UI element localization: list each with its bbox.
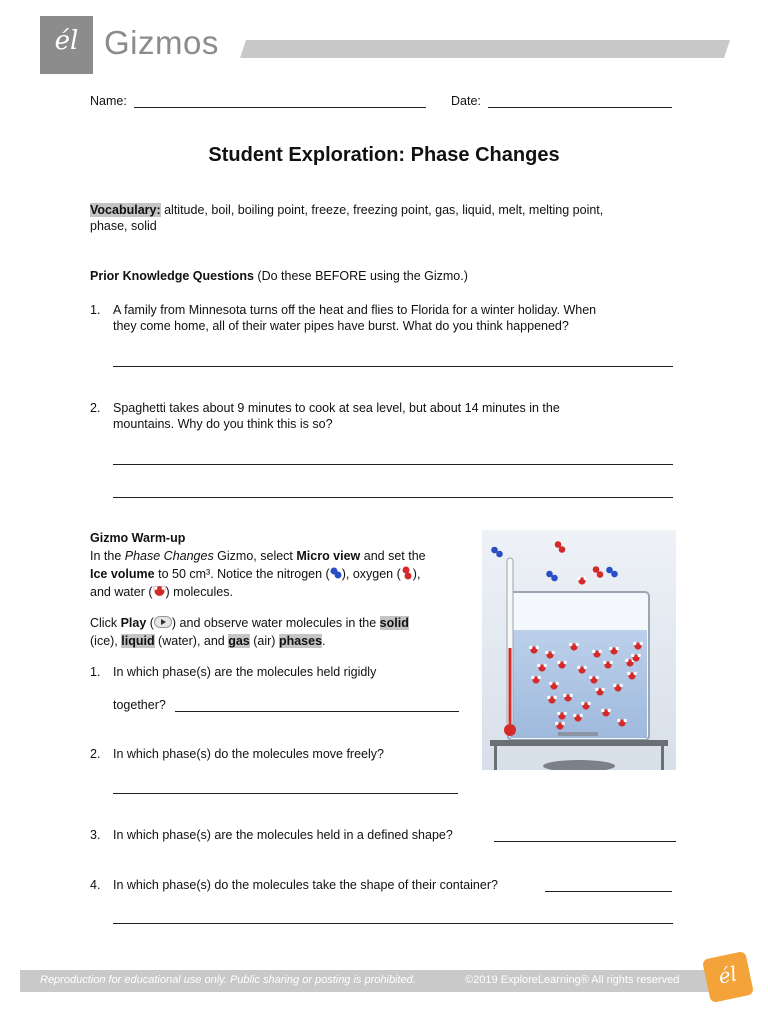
warmup-question-2 <box>0 746 470 766</box>
prior-question-2 <box>0 400 768 440</box>
oxygen-molecule-icon <box>401 566 413 580</box>
text-run: (air) <box>249 634 279 648</box>
phases-term: phases <box>278 634 323 648</box>
warmup-question-3 <box>0 827 768 847</box>
text-run: ) and observe water molecules in the <box>171 616 380 630</box>
explorelearning-logo <box>702 951 754 1003</box>
vocabulary-label: Vocabulary: <box>90 203 161 217</box>
answer-line-w4a[interactable] <box>545 891 672 892</box>
answer-line-p2b[interactable] <box>113 497 673 498</box>
name-label: Name: <box>90 94 127 108</box>
q-text-line: mountains. Why do you think this is so? <box>113 417 333 431</box>
q-number: 3. <box>90 828 101 842</box>
text-run: (ice), <box>90 634 122 648</box>
prior-question-1 <box>0 302 768 342</box>
warmup-question-4 <box>0 877 768 897</box>
header-bar <box>240 40 730 58</box>
text-run: and set the <box>360 549 426 563</box>
prior-heading: Prior Knowledge Questions <box>90 269 254 283</box>
prior-note: (Do these BEFORE using the Gizmo.) <box>257 269 468 283</box>
nitrogen-molecule-icon <box>330 566 342 580</box>
date-field[interactable] <box>488 107 672 108</box>
vocabulary <box>90 202 680 234</box>
brand-name: Gizmos <box>104 24 219 61</box>
page-title: Student Exploration: Phase Changes <box>208 144 560 166</box>
answer-line-w4b[interactable] <box>113 923 673 924</box>
gas-term: gas <box>228 634 250 648</box>
text-run: In the <box>90 549 125 563</box>
beaker-scene <box>482 530 676 770</box>
text-run: ) molecules. <box>165 585 233 599</box>
warmup-question-1 <box>0 664 470 684</box>
logo-glyph: él <box>54 26 79 56</box>
water-molecule-icon <box>153 584 166 598</box>
vocabulary-text-2: phase, solid <box>90 219 157 233</box>
micro-view-term: Micro view <box>296 549 361 563</box>
q-number: 1. <box>90 303 101 317</box>
footer-copyright-notice: Reproduction for educational use only. Public sharing or posting is prohibited. <box>40 974 416 986</box>
text-run: to 50 cm³. Notice the nitrogen ( <box>154 567 330 581</box>
q-text: In which phase(s) are the molecules held rigidly <box>113 665 377 679</box>
vocabulary-text-1: altitude, boil, boiling point, freeze, freezing point, gas, liquid, melt, melting point, <box>164 203 604 217</box>
q-text: In which phase(s) do the molecules move freely? <box>113 747 384 761</box>
warmup-heading: Gizmo Warm-up <box>90 531 186 545</box>
answer-line-w2[interactable] <box>113 793 458 794</box>
play-button-icon <box>154 616 172 628</box>
q-number: 1. <box>90 665 101 679</box>
name-field[interactable] <box>134 107 426 108</box>
text-run: (water), and <box>154 634 229 648</box>
text-run: Click <box>90 616 121 630</box>
q-text-line: Spaghetti takes about 9 minutes to cook at sea level, but about 14 minutes in the <box>113 401 560 415</box>
ice-volume-term: Ice volume <box>90 567 155 581</box>
liquid-term: liquid <box>121 634 155 648</box>
q-text-line: A family from Minnesota turns off the heat and flies to Florida for a winter holiday. When <box>113 303 597 317</box>
q-text <box>113 400 560 432</box>
footer-rights: ©2019 ExploreLearning® All rights reserved <box>465 974 680 986</box>
gizmos-logo <box>40 16 93 74</box>
warmup-play-instructions <box>90 614 470 650</box>
q-text: In which phase(s) do the molecules take the shape of their container? <box>113 878 498 892</box>
text-run: Gizmo, select <box>213 549 297 563</box>
q-text: In which phase(s) are the molecules held in a defined shape? <box>113 828 453 842</box>
text-run: . <box>322 634 326 648</box>
text-run: ( <box>146 616 154 630</box>
answer-line-p2a[interactable] <box>113 464 673 465</box>
play-term: Play <box>120 616 147 630</box>
text-run: ), <box>412 567 421 581</box>
q-number: 2. <box>90 401 101 415</box>
q-number: 2. <box>90 747 101 761</box>
text-run: ), oxygen ( <box>341 567 401 581</box>
answer-line-p1[interactable] <box>113 366 673 367</box>
phase-changes-illustration <box>482 530 676 770</box>
q-text-line: they come home, all of their water pipes have burst. What do you think happened? <box>113 319 569 333</box>
warmup-q1-continuation: together? <box>113 698 166 712</box>
answer-line-w1[interactable] <box>175 711 459 712</box>
gizmo-name: Phase Changes <box>124 549 214 563</box>
text-run: and water ( <box>90 585 153 599</box>
answer-line-w3[interactable] <box>494 841 676 842</box>
date-label: Date: <box>451 94 481 108</box>
solid-term: solid <box>379 616 409 630</box>
q-text <box>113 302 596 334</box>
warmup-intro <box>90 547 470 601</box>
prior-knowledge-heading <box>90 268 468 284</box>
footer-logo-glyph: él <box>716 961 739 989</box>
q-number: 4. <box>90 878 101 892</box>
